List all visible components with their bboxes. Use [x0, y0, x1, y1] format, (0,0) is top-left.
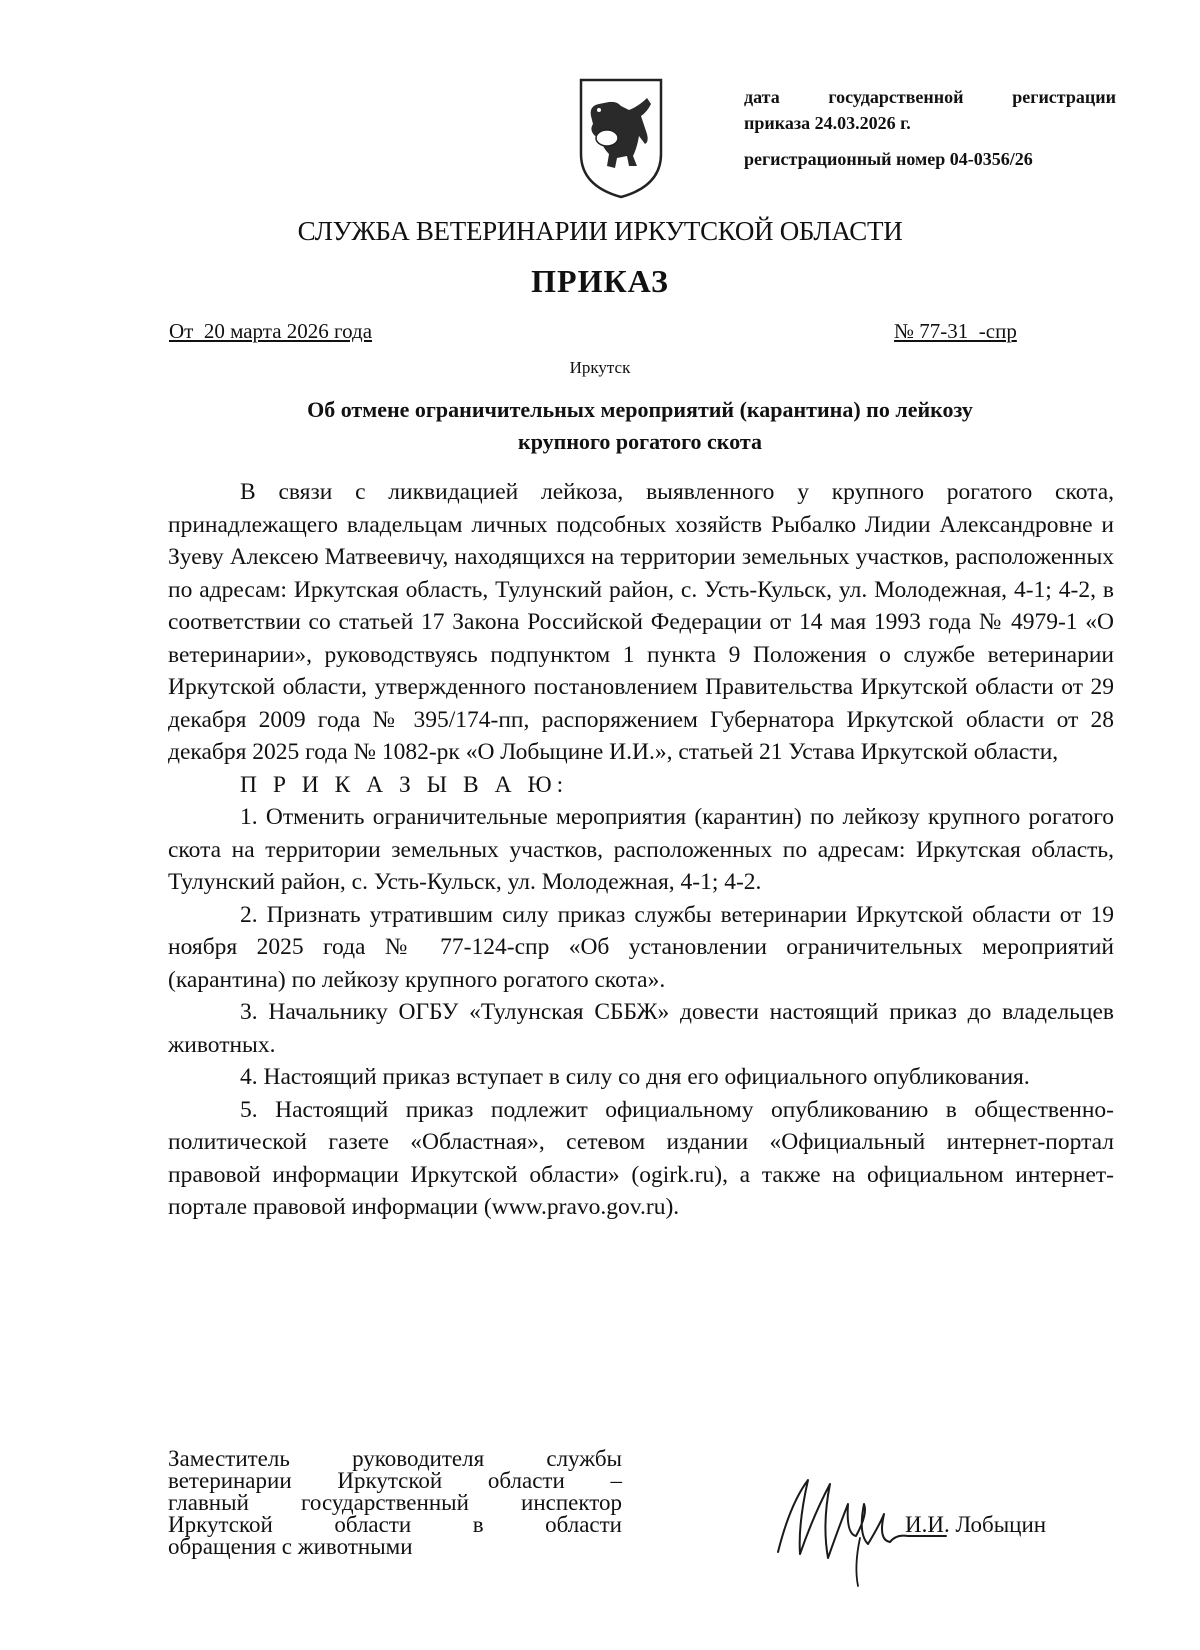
order-number: № 77-31 -спр [894, 319, 1017, 343]
registration-date: приказа 24.03.2026 г. [744, 113, 911, 133]
document-type: ПРИКАЗ [531, 263, 669, 299]
order-item-2: 2. Признать утратившим силу приказ службы ветеринарии Иркутской области от 19 ноября 2025 года № 77-124-спр «Об установлении ограничительных мероприятий (карантина) по лейкозу крупного рогатого скота». [168, 901, 1114, 993]
signer-name: И.И. Лобыцин [905, 1512, 1047, 1537]
order-word: П Р И К А З Ы В А Ю: [240, 771, 569, 798]
signatory-position: Заместитель руководителя службы ветеринарии Иркутской области – главный государственный инспектор Иркутской области в области обращения с животными [168, 1446, 622, 1559]
order-item-1: 1. Отменить ограничительные мероприятия (карантин) по лейкозу крупного рогатого скота на территории земельных участков, расположенных по адресам: Иркутская область, Тулунский район, с. Усть-Кульск, ул. Молодежная, 4-1; 4-2. [168, 804, 1114, 895]
order-item-3: 3. Начальнику ОГБУ «Тулунская СББЖ» довести настоящий приказ до владельцев животных. [168, 999, 1114, 1058]
city: Иркутск [569, 358, 631, 377]
registration-date-label: дата государственной регистрации [744, 87, 1116, 107]
registration-info [744, 84, 1116, 172]
order-date: От 20 марта 2026 года [169, 319, 373, 343]
order-item-4: 4. Настоящий приказ вступает в силу со дня его официального опубликования. [240, 1064, 1030, 1090]
preamble: В связи с ликвидацией лейкоза, выявленного у крупного рогатого скота, принадлежащего владельцам личных подсобных хозяйств Рыбалко Лидии Александровне и Зуеву Алексею Матвеевичу, находящихся на территории земельных участков, расположенных по адресам: Иркутская область, Тулунский район, с. Усть-Кульск, ул. Молодежная, 4-1; 4-2, в соответствии со статьей 17 Закона Российской Федерации от 14 мая 1993 года № 4979-1 «О ветеринарии», руководствуясь подпунктом 1 пункта 9 Положения о службе ветеринарии Иркутской области, утвержденного постановлением Правительства Иркутской области от 29 декабря 2009 года № 395/174-пп, распоряжением Губернатора Иркутской области от 28 декабря 2025 года № 1082-рк «О Лобыцине И.И.», статьей 21 Устава Иркутской области, [168, 479, 1114, 765]
agency-name: СЛУЖБА ВЕТЕРИНАРИИ ИРКУТСКОЙ ОБЛАСТИ [297, 216, 903, 246]
coat-of-arms-icon [577, 76, 665, 201]
order-item-5: 5. Настоящий приказ подлежит официальному опубликованию в общественно-политической газете «Областная», сетевом издании «Официальный интернет-портал правовой информации Иркутской области» (ogirk.ru), а также на официальном интернет-портале правовой информации (www.pravo.gov.ru). [168, 1096, 1114, 1220]
document-body [168, 476, 1114, 1224]
document-title: Об отмене ограничительных мероприятий (карантина) по лейкозу крупного рогатого скота [307, 397, 973, 454]
registration-number: регистрационный номер 04-0356/26 [744, 149, 1033, 169]
